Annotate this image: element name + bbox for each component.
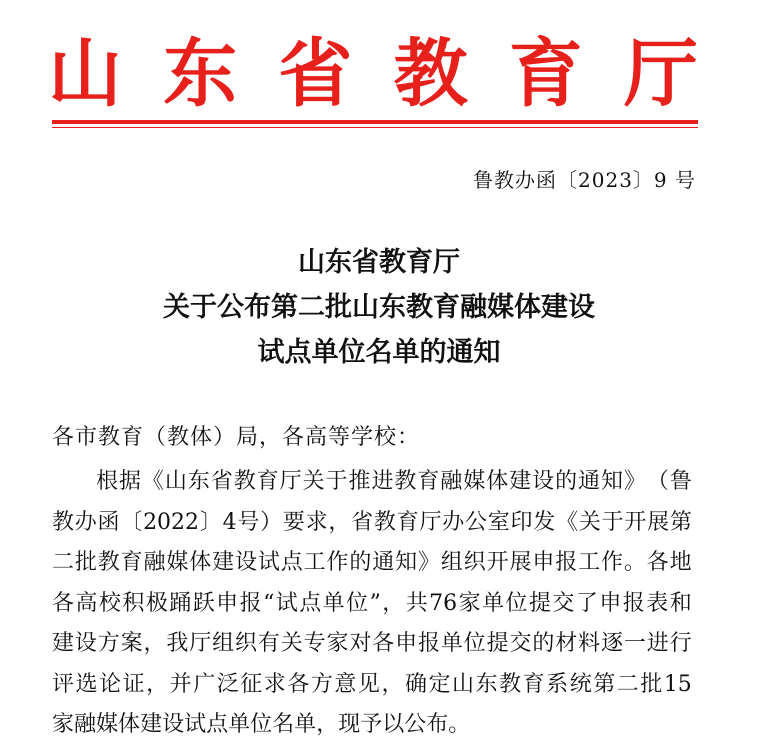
document-title [0, 240, 758, 375]
title-line: 试点单位名单的通知 [257, 337, 501, 368]
masthead-char: 厅 [623, 31, 698, 117]
body-line: 评 选 论 证 ， 并 广 泛 征 求 各 方 意 见 ， 确 定 山 东 教 育 系 统 第 二 批 15 [52, 671, 692, 697]
title-line: 关于公布第二批山东教育融媒体建设 [163, 292, 595, 323]
salutation: 各市教育（教体）局，各高等学校： [52, 425, 421, 450]
masthead-char: 教 [393, 31, 468, 117]
masthead-char: 省 [278, 31, 353, 117]
body-line: 教 办 函 〔 2022 〕 4 号 ） 要 求 ， 省 教 育 厅 办 公 室 印 发 《 关 于 开 展 第 [52, 509, 692, 535]
masthead-char: 山 [48, 31, 122, 117]
body-line: 各 高 校 积 极 踊 跃 申 报 “ 试 点 单 位 ” ， 共 76 家 单 位 提 交 了 申 报 表 和 [52, 590, 692, 616]
body-line: 家 融 媒 体 建 设 试 点 单 位 名 单 ， 现 予 以 公 布 。 [52, 712, 471, 737]
document-number: 鲁教办函〔2023〕9 号 [473, 168, 696, 192]
body-line: 二 批 教 育 融 媒 体 建 设 试 点 工 作 的 通 知 》 组 织 开 展 申 报 工 作 。 各 地 [52, 550, 692, 575]
masthead-char: 东 [163, 31, 238, 117]
body-line: 根 据 《 山 东 省 教 育 厅 关 于 推 进 教 育 融 媒 体 建 设 的 通 知 》 （ 鲁 [96, 469, 692, 494]
red-divider-thick [52, 120, 698, 124]
issuer-masthead [48, 31, 698, 117]
red-divider-thin [52, 127, 698, 128]
title-line: 山东省教育厅 [298, 247, 460, 278]
body-line: 建 设 方 案 ， 我 厅 组 织 有 关 专 家 对 各 申 报 单 位 提 交 的 材 料 逐 一 进 行 [52, 631, 692, 656]
masthead-char: 育 [508, 31, 583, 117]
body-paragraph [52, 462, 702, 746]
